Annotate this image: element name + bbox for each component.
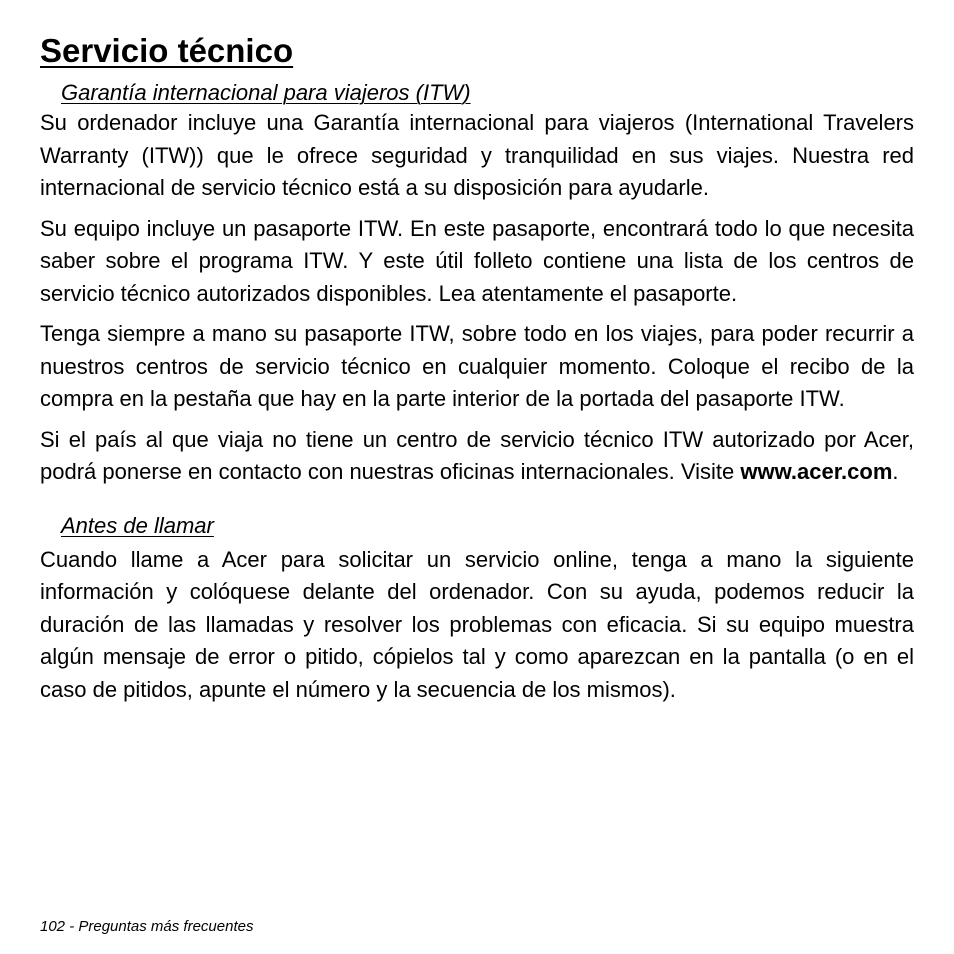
page-title: Servicio técnico	[40, 32, 294, 69]
paragraph-before-calling: Cuando llame a Acer para solicitar un servicio online, tenga a mano la siguiente información y colóquese delante del ordenador. Con su ayuda, podemos reducir la duración de las llamadas y resolver los problemas con eficacia. Si su equipo muestra algún mensaje de error o pitido, cópielos tal y como aparezcan en la pantalla (o en el caso de pitidos, apunte el número y la secuencia de los mismos).	[40, 546, 914, 702]
section-heading-before-calling: Antes de llamar	[61, 512, 214, 538]
paragraph-itw-keep: Tenga siempre a mano su pasaporte ITW, sobre todo en los viajes, para poder recurrir a nuestros centros de servicio técnico en cualquier momento. Coloque el recibo de la compra en la pestaña que hay en la parte interior de la portada del pasaporte ITW.	[40, 321, 914, 411]
acer-website-link[interactable]: www.acer.com	[740, 459, 893, 484]
paragraph-itw-contact-text: Si el país al que viaja no tiene un centro de servicio técnico ITW autorizado por Acer, podrá ponerse en contacto con nuestras oficinas internacionales. Visite	[40, 426, 914, 484]
document-page	[40, 28, 914, 706]
paragraph-itw-contact	[40, 424, 914, 489]
paragraph-itw-contact-end: .	[892, 459, 899, 484]
paragraph-itw-intro: Su ordenador incluye una Garantía internacional para viajeros (International Travelers Warranty (ITW)) que le ofrece seguridad y tranquilidad en sus viajes. Nuestra red internacional de servicio técnico está a su disposición para ayudarle.	[40, 110, 914, 200]
paragraph-itw-passport: Su equipo incluye un pasaporte ITW. En este pasaporte, encontrará todo lo que necesita saber sobre el programa ITW. Y este útil folleto contiene una lista de los centros de servicio técnico autorizados disponibles. Lea atentamente el pasaporte.	[40, 215, 914, 306]
section-heading-itw: Garantía internacional para viajeros (ITW)	[61, 80, 471, 105]
page-footer: 102 - Preguntas más frecuentes	[40, 918, 254, 935]
